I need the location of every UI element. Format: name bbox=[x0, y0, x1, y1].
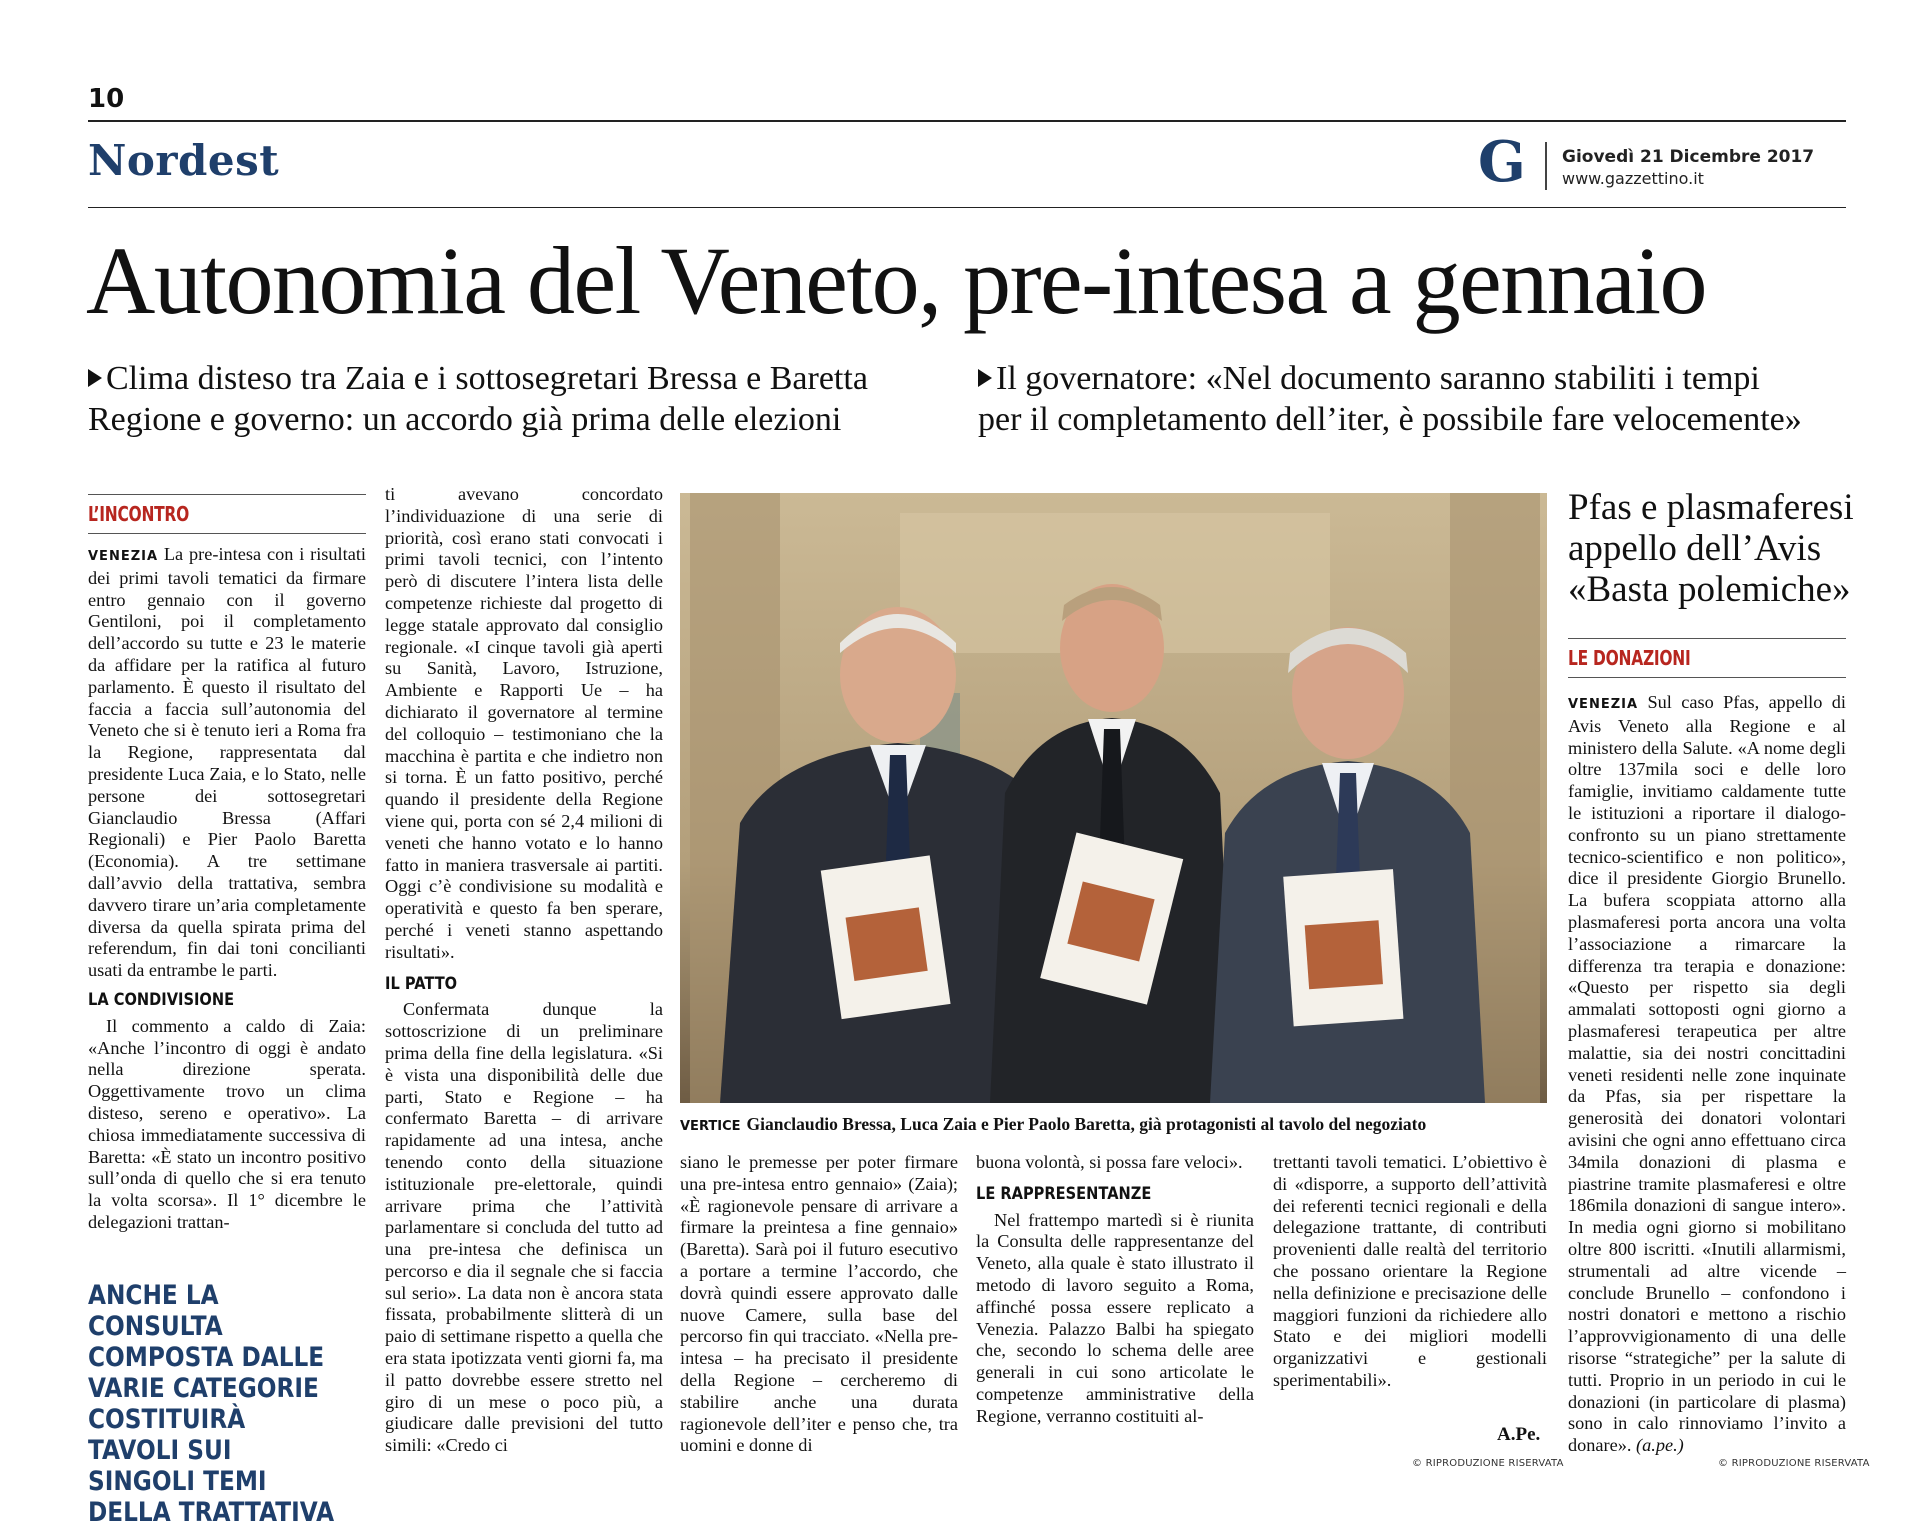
subtitle-right-line1: Il governatore: «Nel documento saranno stabiliti i tempi bbox=[996, 360, 1760, 397]
column1-rule bbox=[88, 494, 366, 495]
triangle-bullet-icon bbox=[978, 369, 992, 387]
sidebar-rule bbox=[1568, 638, 1846, 639]
caption-text: Gianclaudio Bressa, Luca Zaia e Pier Paolo Baretta, già protagonisti al tavolo del negoziato bbox=[746, 1114, 1427, 1134]
subtitle-left-line1: Clima disteso tra Zaia e i sottosegretari Bressa e Baretta bbox=[106, 360, 868, 397]
article-column-3 bbox=[680, 1152, 958, 1457]
column1-rule-2 bbox=[88, 533, 366, 534]
article-photo bbox=[680, 493, 1547, 1103]
article-lead-text: La pre-intesa con i risultati dei primi tavoli tematici da firmare entro gennaio con il governo Gentiloni, poi il completamento dell’accordo su tutte e 23 le materie da affidare per la ratifica al futuro parlamento. È questo il risultato del faccia a faccia sull’autonomia del Veneto che si è tenuto ieri a Roma fra la Regione, rappresentata dal presidente Luca Zaia, e lo Stato, nelle persone dei sottosegretari Gianclaudio Bressa (Affari Regionali) e Pier Paolo Baretta (Economia). A tre settimane dall’avvio della trattativa, sembra davvero tirare un’aria completamente diversa da quella spirata prima del referendum, fin dai toni concilianti usati da entrambe le parti. bbox=[88, 544, 366, 981]
caption-kicker: VERTICE bbox=[680, 1119, 741, 1134]
article-col2-b: Confermata dunque la sottoscrizione di un preliminare prima della fine della legislatura. «Si è vista una disponibilità delle due parti, Stato e Regione – ha confermato Baretta – di arrivare rapidamente ad una intesa, anche tenendo conto della situazione istituzionale pre-elettorale, quindi arrivare prima che l’attività parlamentare si concluda del tutto ad una pre-intesa che definisca un percorso e dia il segnale che si faccia sul serio». La data non è ancora stata fissata, probabilmente slitterà di un paio di settimane rispetto a quella che era stata ipotizzata venti giorni fa, ma il patto dovrebbe essere stretto nel giro di un mese o poco più, a giudicare dalle previsioni del tutto simili: «Credo ci bbox=[385, 999, 663, 1456]
article-col1-b: Il commento a caldo di Zaia: «Anche l’incontro di oggi è andato nella direzione sperata. Oggettivamente trovo un clima disteso, sereno e operativo». La chiosa immediatamente successiva di Baretta: «È stato un incontro positivo sull’onda di quello che si era tenuto la volta scorsa». Il 1° dicembre le delegazioni trattan- bbox=[88, 1015, 366, 1232]
photo-caption bbox=[680, 1114, 1547, 1135]
sidebar-body-text: Sul caso Pfas, appello di Avis Veneto alla Regione e al ministero della Salute. «A nome degli oltre 137mila soci e delle loro famiglie, invitiamo caldamente tutte le istituzioni a riportare il dialogo-confronto su un piano strettamente tecnico-scientifico e non politico», dice il presidente Giorgio Brunello. La bufera scoppiata attorno alla plasmaferesi porta ancora una volta l’associazione a rimarcare la differenza tra terapia e donazione: «Questo per rispetto sia degli ammalati sottoposti ogni giorno a plasmaferesi terapeutica per altre malattie, sia dei nostri concittadini veneti residenti nelle zone inquinate da Pfas, sia per rispettare la generosità dei donatori volontari avisini che ogni anno effettuano circa 34mila donazioni di plasma e piastrine tramite plasmaferesi e oltre 186mila donazioni di sangue intero». In media ogni giorno si mobilitano oltre 800 iscritti. «Inutili allarmismi, strumentali ad altre vicende – conclude Brunello – confondono i nostri donatori e mettono a rischio l’approvvigionamento di una delle risorse “strategiche” per la salute di tutti. Proprio in un periodo in cui le donazioni (in particolare di plasma) sono in calo rinnoviamo l’invito a donare». bbox=[1568, 692, 1846, 1456]
dateline-city: VENEZIA bbox=[88, 549, 159, 564]
article-col3: siano le premesse per poter firmare una pre-intesa entro gennaio» (Zaia); «È ragionevole pensare di arrivare a firmare la preintesa a fine gennaio» (Baretta). Sarà poi il futuro esecutivo a portare a termine l’accordo, che dovrà quindi essere approvato dalle nuove Camere, sulla base del percorso fin qui tracciato. «Nella pre-intesa – ha precisato il presidente della Regione – cercheremo di stabilire anche una durata ragionevole dell’iter e penso che, tra uomini e donne di bbox=[680, 1152, 958, 1456]
article-col5: trettanti tavoli tematici. L’obiettivo è di «disporre, a supporto dell’attività dei referenti tecnici regionali e della delegazione trattante, di contributi provenienti dalle realtà del territorio che possano orientare la Regione nella definizione e precisazione delle maggiori funzioni da richiedere allo Stato e dei migliori modelli organizzativi e gestionali sperimentabili». bbox=[1273, 1152, 1547, 1390]
subtitle-left bbox=[88, 358, 868, 440]
subtitle-left-line2: Regione e governo: un accordo già prima delle elezioni bbox=[88, 401, 842, 438]
sidebar-signature: (a.pe.) bbox=[1636, 1435, 1684, 1456]
article-col4-a: buona volontà, si possa fare veloci». bbox=[976, 1152, 1243, 1172]
photo-illustration bbox=[680, 493, 1547, 1103]
subtitle-right-line2: per il completamento dell’iter, è possibile fare velocemente» bbox=[978, 401, 1802, 438]
triangle-bullet-icon bbox=[88, 369, 102, 387]
article-signature: A.Pe. bbox=[1497, 1424, 1541, 1445]
subhead-condivisione: LA CONDIVISIONE bbox=[88, 989, 235, 1010]
top-rule bbox=[88, 120, 1846, 122]
article-column-2 bbox=[385, 484, 663, 1457]
issue-date: Giovedì 21 Dicembre 2017 bbox=[1562, 147, 1815, 167]
logo-separator bbox=[1545, 142, 1547, 190]
section-title: Nordest bbox=[88, 136, 280, 185]
sidebar-rights: © RIPRODUZIONE RISERVATA bbox=[1718, 1458, 1870, 1469]
subhead-patto: IL PATTO bbox=[385, 973, 458, 994]
website-link[interactable]: www.gazzettino.it bbox=[1562, 169, 1704, 188]
sidebar-title: Pfas e plasmaferesi appello dell’Avis «Basta polemiche» bbox=[1568, 487, 1854, 610]
subhead-rappresentanze: LE RAPPRESENTANZE bbox=[976, 1183, 1152, 1204]
article-kicker: L’INCONTRO bbox=[88, 502, 189, 526]
article-lead bbox=[88, 544, 366, 982]
page-number: 10 bbox=[88, 84, 125, 114]
article-col2-a: ti avevano concordato l’individuazione di una serie di priorità, così erano stati convocati i primi tavoli tecnici, con l’intento però di discutere l’intera lista delle competenze richieste dal progetto di legge statale approvato dal consiglio regionale. «I cinque tavoli già aperti su Sanità, Lavoro, Istruzione, Ambiente e Rapporti Ue – ha dichiarato il governatore al termine del colloquio – testimoniano che la macchina è partita e che indietro non si torna. È un fatto positivo, perché quando il presidente della Regione viene qui, porta con sé 2,4 milioni di veneti che hanno votato e lo hanno fatto in maniera trasversale ai partiti. Oggi c’è condivisione su modalità e operatività e questo fa ben sperare, perché i veneti stanno aspettando risultati». bbox=[385, 484, 663, 962]
article-column-5 bbox=[1273, 1152, 1547, 1392]
sidebar-dateline-city: VENEZIA bbox=[1568, 697, 1639, 712]
masthead-rule bbox=[88, 207, 1846, 208]
article-column-1 bbox=[88, 544, 366, 1234]
headline: Autonomia del Veneto, pre-intesa a gennaio bbox=[86, 227, 1707, 334]
article-col4-b: Nel frattempo martedì si è riunita la Consulta delle rappresentanze del Veneto, alla quale è stato illustrato il metodo di lavoro seguito a Roma, affinché possa essere replicato a Venezia. Palazzo Balbi ha spiegato che, secondo lo schema delle aree generali in cui sono articolate le competenze amministrative della Regione, verranno costituiti al- bbox=[976, 1209, 1254, 1426]
sidebar-kicker: LE DONAZIONI bbox=[1568, 646, 1691, 670]
article-column-4 bbox=[976, 1152, 1254, 1428]
sidebar-body bbox=[1568, 692, 1846, 1457]
gazzettino-logo: G bbox=[1478, 129, 1526, 195]
sidebar-rule-2 bbox=[1568, 677, 1846, 678]
subtitle-right bbox=[978, 358, 1802, 440]
callout-quote: ANCHE LA CONSULTA COMPOSTA DALLE VARIE CATEGORIE COSTITUIRÀ TAVOLI SUI SINGOLI TEMI DELLA TRATTATIVA bbox=[88, 1280, 335, 1528]
article-rights: © RIPRODUZIONE RISERVATA bbox=[1412, 1458, 1564, 1469]
